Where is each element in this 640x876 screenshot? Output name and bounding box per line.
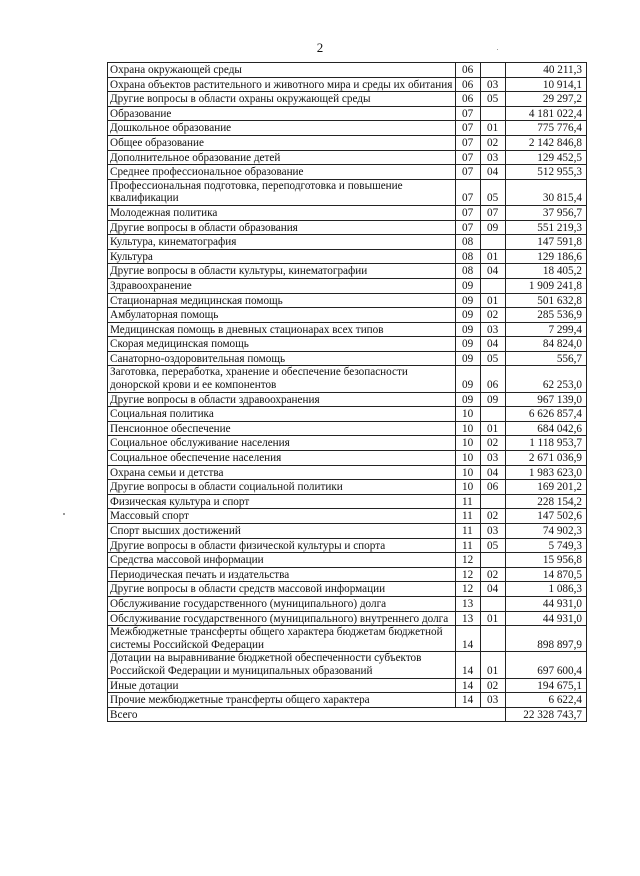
item-name: Социальное обслуживание населения	[108, 436, 456, 451]
table-row	[108, 92, 587, 107]
section-code: 10	[456, 480, 481, 495]
amount: 15 956,8	[506, 553, 587, 568]
amount: 285 536,9	[506, 308, 587, 323]
subsection-code: 05	[481, 538, 506, 553]
amount: 6 626 857,4	[506, 407, 587, 422]
subsection-code: 06	[481, 480, 506, 495]
table-row	[108, 582, 587, 597]
subsection-code: 09	[481, 392, 506, 407]
section-code: 11	[456, 509, 481, 524]
amount: 2 142 846,8	[506, 135, 587, 150]
item-name: Другие вопросы в области средств массовой информации	[108, 582, 456, 597]
section-code: 09	[456, 392, 481, 407]
subsection-code: 03	[481, 322, 506, 337]
item-name: Обслуживание государственного (муниципального) внутреннего долга	[108, 611, 456, 626]
page-number: 2	[316, 40, 324, 55]
amount: 1 983 623,0	[506, 465, 587, 480]
amount: 684 042,6	[506, 421, 587, 436]
amount: 512 955,3	[506, 165, 587, 180]
item-name: Другие вопросы в области образования	[108, 220, 456, 235]
total-label: Всего	[108, 707, 506, 722]
subsection-code	[481, 235, 506, 250]
amount: 4 181 022,4	[506, 106, 587, 121]
section-code: 09	[456, 293, 481, 308]
amount: 967 139,0	[506, 392, 587, 407]
table-row	[108, 337, 587, 352]
section-code: 07	[456, 121, 481, 136]
section-code: 07	[456, 220, 481, 235]
amount: 1 086,3	[506, 582, 587, 597]
subsection-code: 01	[481, 652, 506, 678]
item-name: Иные дотации	[108, 678, 456, 693]
subsection-code: 04	[481, 165, 506, 180]
table-row	[108, 392, 587, 407]
amount: 5 749,3	[506, 538, 587, 553]
table-row	[108, 652, 587, 678]
table-row	[108, 106, 587, 121]
section-code: 11	[456, 538, 481, 553]
item-name: Заготовка, переработка, хранение и обеспечение безопасности донорской крови и ее компонентов	[108, 366, 456, 392]
subsection-code: 01	[481, 121, 506, 136]
section-code: 14	[456, 693, 481, 708]
table-row	[108, 494, 587, 509]
total-row	[108, 707, 587, 722]
amount: 1 909 241,8	[506, 278, 587, 293]
item-name: Социальное обеспечение населения	[108, 451, 456, 466]
table-row	[108, 63, 587, 78]
item-name: Другие вопросы в области здравоохранения	[108, 392, 456, 407]
item-name: Другие вопросы в области культуры, кинематографии	[108, 264, 456, 279]
section-code: 07	[456, 165, 481, 180]
item-name: Профессиональная подготовка, переподготовка и повышение квалификации	[108, 179, 456, 205]
table-row	[108, 121, 587, 136]
table-row	[108, 421, 587, 436]
table-row	[108, 235, 587, 250]
item-name: Медицинская помощь в дневных стационарах всех типов	[108, 322, 456, 337]
item-name: Амбулаторная помощь	[108, 308, 456, 323]
table-row	[108, 77, 587, 92]
table-row	[108, 480, 587, 495]
subsection-code: 04	[481, 465, 506, 480]
section-code: 09	[456, 308, 481, 323]
section-code: 12	[456, 567, 481, 582]
amount: 501 632,8	[506, 293, 587, 308]
section-code: 10	[456, 407, 481, 422]
section-code: 11	[456, 524, 481, 539]
amount: 147 502,6	[506, 509, 587, 524]
amount: 7 299,4	[506, 322, 587, 337]
amount: 556,7	[506, 351, 587, 366]
item-name: Молодежная политика	[108, 205, 456, 220]
budget-expenditure-table	[107, 62, 587, 722]
section-code: 07	[456, 150, 481, 165]
item-name: Другие вопросы в области физической культуры и спорта	[108, 538, 456, 553]
subsection-code: 02	[481, 509, 506, 524]
subsection-code	[481, 596, 506, 611]
table-row	[108, 509, 587, 524]
item-name: Межбюджетные трансферты общего характера бюджетам бюджетной системы Российской Федерации	[108, 626, 456, 652]
table-row	[108, 465, 587, 480]
amount: 62 253,0	[506, 366, 587, 392]
table-row	[108, 264, 587, 279]
item-name: Культура, кинематография	[108, 235, 456, 250]
item-name: Среднее профессиональное образование	[108, 165, 456, 180]
amount: 29 297,2	[506, 92, 587, 107]
item-name: Обслуживание государственного (муниципального) долга	[108, 596, 456, 611]
subsection-code: 03	[481, 451, 506, 466]
table-row	[108, 611, 587, 626]
subsection-code: 02	[481, 436, 506, 451]
amount: 30 815,4	[506, 179, 587, 205]
section-code: 13	[456, 611, 481, 626]
subsection-code: 01	[481, 249, 506, 264]
table-row	[108, 524, 587, 539]
item-name: Здравоохранение	[108, 278, 456, 293]
item-name: Санаторно-оздоровительная помощь	[108, 351, 456, 366]
table-row	[108, 220, 587, 235]
table-row	[108, 693, 587, 708]
amount: 40 211,3	[506, 63, 587, 78]
table-row	[108, 322, 587, 337]
subsection-code: 09	[481, 220, 506, 235]
section-code: 10	[456, 421, 481, 436]
total-amount: 22 328 743,7	[506, 707, 587, 722]
subsection-code: 05	[481, 92, 506, 107]
subsection-code: 01	[481, 421, 506, 436]
subsection-code	[481, 407, 506, 422]
table-row	[108, 567, 587, 582]
amount: 6 622,4	[506, 693, 587, 708]
table-row	[108, 538, 587, 553]
table-row	[108, 165, 587, 180]
section-code: 12	[456, 582, 481, 597]
amount: 18 405,2	[506, 264, 587, 279]
section-code: 14	[456, 626, 481, 652]
item-name: Образование	[108, 106, 456, 121]
amount: 14 870,5	[506, 567, 587, 582]
section-code: 07	[456, 179, 481, 205]
amount: 1 118 953,7	[506, 436, 587, 451]
amount: 129 452,5	[506, 150, 587, 165]
table-row	[108, 366, 587, 392]
subsection-code: 04	[481, 337, 506, 352]
amount: 697 600,4	[506, 652, 587, 678]
subsection-code	[481, 106, 506, 121]
section-code: 11	[456, 494, 481, 509]
amount: 2 671 036,9	[506, 451, 587, 466]
section-code: 10	[456, 436, 481, 451]
amount: 129 186,6	[506, 249, 587, 264]
table-row	[108, 407, 587, 422]
item-name: Социальная политика	[108, 407, 456, 422]
subsection-code	[481, 494, 506, 509]
table-row	[108, 553, 587, 568]
section-code: 12	[456, 553, 481, 568]
amount: 10 914,1	[506, 77, 587, 92]
item-name: Охрана объектов растительного и животного мира и среды их обитания	[108, 77, 456, 92]
amount: 44 931,0	[506, 611, 587, 626]
subsection-code: 02	[481, 135, 506, 150]
section-code: 14	[456, 678, 481, 693]
item-name: Прочие межбюджетные трансферты общего характера	[108, 693, 456, 708]
table-row	[108, 436, 587, 451]
table-row	[108, 135, 587, 150]
table-row	[108, 249, 587, 264]
subsection-code: 04	[481, 582, 506, 597]
section-code: 10	[456, 465, 481, 480]
subsection-code: 03	[481, 77, 506, 92]
table-row	[108, 596, 587, 611]
table-row	[108, 150, 587, 165]
scan-speck	[63, 513, 65, 515]
section-code: 08	[456, 235, 481, 250]
item-name: Физическая культура и спорт	[108, 494, 456, 509]
item-name: Охрана окружающей среды	[108, 63, 456, 78]
subsection-code: 05	[481, 179, 506, 205]
subsection-code	[481, 626, 506, 652]
item-name: Скорая медицинская помощь	[108, 337, 456, 352]
table-row	[108, 308, 587, 323]
item-name: Общее образование	[108, 135, 456, 150]
subsection-code: 04	[481, 264, 506, 279]
item-name: Периодическая печать и издательства	[108, 567, 456, 582]
table-row	[108, 678, 587, 693]
subsection-code: 03	[481, 524, 506, 539]
section-code: 07	[456, 106, 481, 121]
subsection-code: 03	[481, 150, 506, 165]
section-code: 14	[456, 652, 481, 678]
amount: 898 897,9	[506, 626, 587, 652]
table-row	[108, 626, 587, 652]
section-code: 10	[456, 451, 481, 466]
item-name: Стационарная медицинская помощь	[108, 293, 456, 308]
amount: 551 219,3	[506, 220, 587, 235]
subsection-code: 01	[481, 611, 506, 626]
section-code: 07	[456, 135, 481, 150]
section-code: 09	[456, 351, 481, 366]
section-code: 06	[456, 77, 481, 92]
table-row	[108, 451, 587, 466]
amount: 775 776,4	[506, 121, 587, 136]
subsection-code: 03	[481, 693, 506, 708]
scan-speck	[497, 49, 498, 50]
section-code: 13	[456, 596, 481, 611]
item-name: Пенсионное обеспечение	[108, 421, 456, 436]
section-code: 06	[456, 63, 481, 78]
section-code: 08	[456, 264, 481, 279]
amount: 169 201,2	[506, 480, 587, 495]
table-row	[108, 351, 587, 366]
subsection-code: 01	[481, 293, 506, 308]
section-code: 09	[456, 278, 481, 293]
amount: 37 956,7	[506, 205, 587, 220]
subsection-code: 02	[481, 678, 506, 693]
table-row	[108, 293, 587, 308]
item-name: Другие вопросы в области охраны окружающей среды	[108, 92, 456, 107]
table-body	[108, 63, 587, 722]
amount: 44 931,0	[506, 596, 587, 611]
item-name: Охрана семьи и детства	[108, 465, 456, 480]
amount: 147 591,8	[506, 235, 587, 250]
item-name: Массовый спорт	[108, 509, 456, 524]
subsection-code: 02	[481, 567, 506, 582]
item-name: Средства массовой информации	[108, 553, 456, 568]
amount: 84 824,0	[506, 337, 587, 352]
section-code: 07	[456, 205, 481, 220]
amount: 228 154,2	[506, 494, 587, 509]
item-name: Другие вопросы в области социальной политики	[108, 480, 456, 495]
subsection-code	[481, 278, 506, 293]
section-code: 09	[456, 366, 481, 392]
item-name: Дополнительное образование детей	[108, 150, 456, 165]
item-name: Культура	[108, 249, 456, 264]
section-code: 09	[456, 337, 481, 352]
subsection-code: 05	[481, 351, 506, 366]
item-name: Спорт высших достижений	[108, 524, 456, 539]
table-row	[108, 205, 587, 220]
table-row	[108, 278, 587, 293]
section-code: 09	[456, 322, 481, 337]
subsection-code: 07	[481, 205, 506, 220]
subsection-code	[481, 63, 506, 78]
item-name: Дотации на выравнивание бюджетной обеспеченности субъектов Российской Федерации и муниципальных образований	[108, 652, 456, 678]
item-name: Дошкольное образование	[108, 121, 456, 136]
subsection-code	[481, 553, 506, 568]
section-code: 08	[456, 249, 481, 264]
amount: 194 675,1	[506, 678, 587, 693]
amount: 74 902,3	[506, 524, 587, 539]
table-row	[108, 179, 587, 205]
subsection-code: 02	[481, 308, 506, 323]
subsection-code: 06	[481, 366, 506, 392]
section-code: 06	[456, 92, 481, 107]
